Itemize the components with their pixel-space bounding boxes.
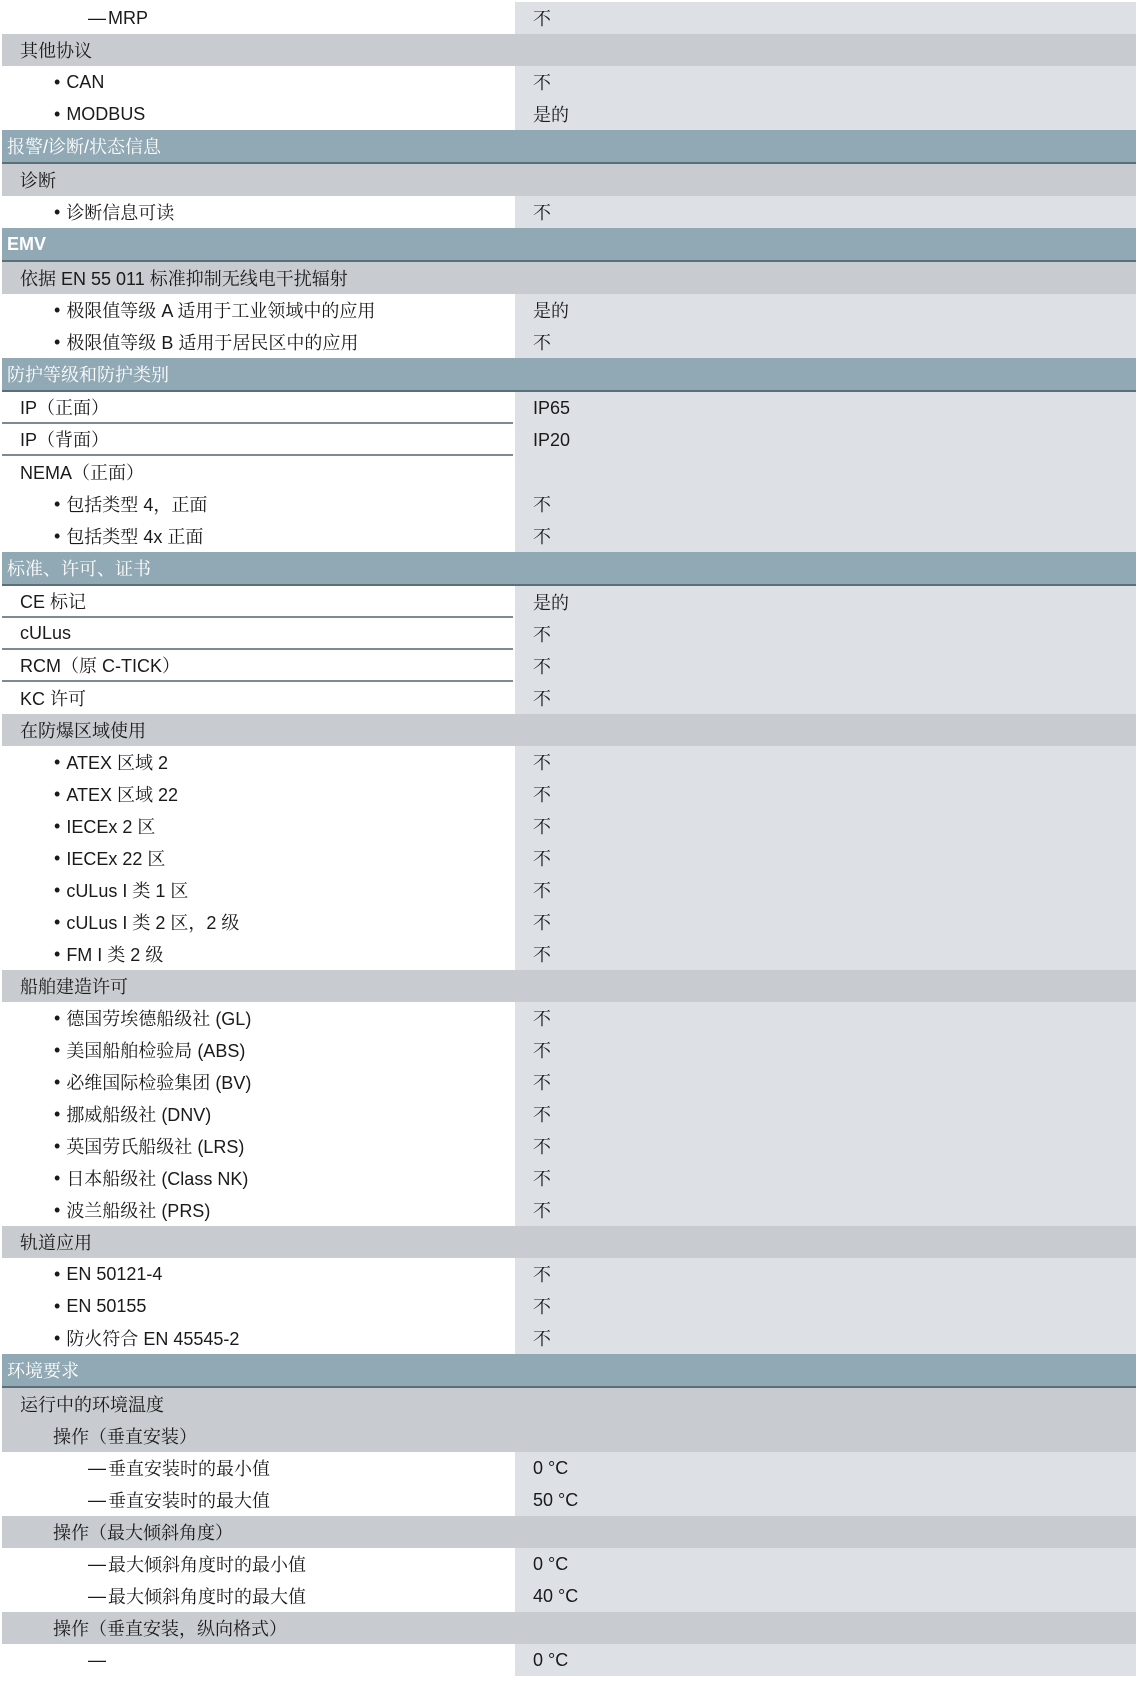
- subsection-value-cell: [515, 1612, 1136, 1644]
- spec-label: [2, 1484, 513, 1516]
- spec-row: [2, 424, 1136, 456]
- spec-row: [2, 98, 1136, 130]
- spec-label: [2, 1194, 513, 1226]
- subsection-value-cell: [515, 1420, 1136, 1452]
- spec-value: 不: [515, 1130, 1136, 1162]
- spec-row: [2, 1484, 1136, 1516]
- spec-label: [2, 392, 513, 424]
- spec-row: [2, 810, 1136, 842]
- spec-label-text: MRP: [108, 7, 148, 28]
- subsection-header: [2, 164, 1136, 196]
- spec-value: 不: [515, 1290, 1136, 1322]
- subsection-value-cell: [515, 1388, 1136, 1420]
- spec-value: IP20: [515, 424, 1136, 456]
- spec-label: [2, 326, 513, 358]
- bullet-marker: [54, 816, 66, 837]
- spec-label: [2, 98, 513, 130]
- subsection-title: 操作（最大倾斜角度）: [53, 1523, 233, 1543]
- spec-row: [2, 1098, 1136, 1130]
- dash-marker: [88, 1554, 108, 1575]
- spec-row: [2, 1548, 1136, 1580]
- spec-row: [2, 650, 1136, 682]
- subsection-value-cell: [515, 1226, 1136, 1258]
- spec-row: [2, 392, 1136, 424]
- spec-row: [2, 1034, 1136, 1066]
- spec-label: [2, 1644, 513, 1676]
- section-title: 防护等级和防护类别: [7, 365, 169, 385]
- spec-label-text: cULus I 类 1 区: [66, 881, 189, 901]
- spec-label: [2, 1002, 513, 1034]
- spec-value: 不: [515, 1066, 1136, 1098]
- subsection-title: 操作（垂直安装）: [53, 1427, 197, 1447]
- subsection-title: 轨道应用: [20, 1233, 92, 1253]
- spec-label: [2, 682, 513, 714]
- bullet-marker: [54, 1008, 66, 1029]
- spec-row: [2, 906, 1136, 938]
- spec-row: [2, 1162, 1136, 1194]
- spec-label-text: KC 许可: [20, 689, 87, 709]
- spec-row: [2, 938, 1136, 970]
- spec-row: [2, 618, 1136, 650]
- spec-value: 不: [515, 650, 1136, 682]
- spec-row: [2, 196, 1136, 228]
- bullet-marker: [54, 1072, 66, 1093]
- spec-value: 不: [515, 842, 1136, 874]
- spec-row: [2, 1066, 1136, 1098]
- spec-label: [2, 1258, 513, 1290]
- subsection-header: [2, 970, 1136, 1002]
- spec-value: 不: [515, 810, 1136, 842]
- spec-label: [2, 586, 513, 618]
- spec-label: [2, 1130, 513, 1162]
- spec-label-text: 诊断信息可读: [66, 203, 175, 223]
- spec-label: [2, 810, 513, 842]
- spec-label: [2, 650, 513, 682]
- spec-label-text: 防火符合 EN 45545-2: [66, 1329, 240, 1349]
- spec-value: 不: [515, 488, 1136, 520]
- spec-value: 不: [515, 618, 1136, 650]
- spec-label-text: IECEx 2 区: [66, 817, 156, 837]
- spec-row: [2, 294, 1136, 326]
- spec-row: [2, 1194, 1136, 1226]
- spec-label: [2, 294, 513, 326]
- spec-value: 不: [515, 66, 1136, 98]
- spec-label-text: EN 50155: [66, 1295, 147, 1316]
- section-title: EMV: [7, 233, 47, 254]
- spec-label-text: cULus I 类 2 区，2 级: [66, 913, 240, 933]
- spec-value: 不: [515, 1258, 1136, 1290]
- spec-row: [2, 842, 1136, 874]
- spec-label-text: 日本船级社 (Class NK): [66, 1169, 249, 1189]
- spec-label: [2, 874, 513, 906]
- section-title: 环境要求: [7, 1361, 79, 1381]
- spec-row: [2, 1258, 1136, 1290]
- spec-label: [2, 1548, 513, 1580]
- subsection-value-cell: [515, 164, 1136, 196]
- spec-label-text: 最大倾斜角度时的最小值: [108, 1555, 306, 1575]
- spec-value: 是的: [515, 294, 1136, 326]
- spec-value: IP65: [515, 392, 1136, 424]
- spec-row: [2, 1580, 1136, 1612]
- spec-row: [2, 778, 1136, 810]
- bullet-marker: [54, 104, 66, 125]
- spec-value: 不: [515, 1162, 1136, 1194]
- spec-row: [2, 746, 1136, 778]
- bullet-marker: [54, 1040, 66, 1061]
- section-header: [2, 1354, 1136, 1388]
- spec-label-text: IECEx 22 区: [66, 849, 166, 869]
- spec-label-text: 美国船舶检验局 (ABS): [66, 1041, 246, 1061]
- section-header: [2, 228, 1136, 262]
- subsection-header: [2, 1516, 1136, 1548]
- subsection-value-cell: [515, 1516, 1136, 1548]
- spec-row: [2, 1130, 1136, 1162]
- dash-marker: [88, 1586, 108, 1607]
- section-header: [2, 358, 1136, 392]
- subsection-header: [2, 1226, 1136, 1258]
- spec-label-text: CE 标记: [20, 592, 87, 612]
- spec-label-text: EN 50121-4: [66, 1263, 163, 1284]
- spec-row: [2, 456, 1136, 488]
- spec-label: [2, 842, 513, 874]
- spec-value: 0 °C: [515, 1452, 1136, 1484]
- spec-table: [2, 2, 1136, 1676]
- spec-label: [2, 66, 513, 98]
- subsection-header: [2, 714, 1136, 746]
- spec-row: [2, 520, 1136, 552]
- spec-value: 不: [515, 1098, 1136, 1130]
- spec-value: 不: [515, 520, 1136, 552]
- bullet-marker: [54, 752, 66, 773]
- spec-label-text: IP（正面）: [20, 398, 110, 418]
- spec-value: 是的: [515, 98, 1136, 130]
- spec-label-text: 必维国际检验集团 (BV): [66, 1073, 252, 1093]
- bullet-marker: [54, 1264, 66, 1285]
- spec-row: [2, 682, 1136, 714]
- bullet-marker: [54, 880, 66, 901]
- spec-label: [2, 906, 513, 938]
- spec-value: 不: [515, 1322, 1136, 1354]
- spec-row: [2, 1322, 1136, 1354]
- spec-label-text: 包括类型 4，正面: [66, 495, 208, 515]
- subsection-header: [2, 1612, 1136, 1644]
- subsection-title: 在防爆区域使用: [20, 721, 146, 741]
- spec-label-text: 最大倾斜角度时的最大值: [108, 1587, 306, 1607]
- spec-label: [2, 2, 513, 34]
- spec-label: [2, 1580, 513, 1612]
- subsection-value-cell: [515, 34, 1136, 66]
- spec-label: [2, 1290, 513, 1322]
- spec-label: [2, 746, 513, 778]
- spec-label: [2, 1452, 513, 1484]
- bullet-marker: [54, 1168, 66, 1189]
- spec-value: 不: [515, 326, 1136, 358]
- spec-label: [2, 520, 513, 552]
- spec-value: 不: [515, 874, 1136, 906]
- spec-label: [2, 778, 513, 810]
- spec-value: 40 °C: [515, 1580, 1136, 1612]
- bullet-marker: [54, 300, 66, 321]
- bullet-marker: [54, 1136, 66, 1157]
- spec-value: 不: [515, 2, 1136, 34]
- spec-label: [2, 938, 513, 970]
- dash-marker: [88, 8, 108, 29]
- spec-label-text: 垂直安装时的最小值: [108, 1459, 270, 1479]
- spec-value: 是的: [515, 586, 1136, 618]
- spec-value: 50 °C: [515, 1484, 1136, 1516]
- spec-label: [2, 1034, 513, 1066]
- spec-row: [2, 2, 1136, 34]
- spec-label: [2, 1066, 513, 1098]
- bullet-marker: [54, 1200, 66, 1221]
- bullet-marker: [54, 784, 66, 805]
- section-title: 报警/诊断/状态信息: [7, 137, 162, 157]
- spec-row: [2, 874, 1136, 906]
- spec-label: [2, 618, 513, 650]
- bullet-marker: [54, 1328, 66, 1349]
- spec-value: 不: [515, 746, 1136, 778]
- spec-label-text: MODBUS: [66, 103, 146, 124]
- subsection-value-cell: [515, 970, 1136, 1002]
- spec-label-text: CAN: [66, 71, 105, 92]
- spec-label-text: 英国劳氏船级社 (LRS): [66, 1137, 245, 1157]
- subsection-value-cell: [515, 714, 1136, 746]
- spec-value: 不: [515, 1034, 1136, 1066]
- spec-label-text: 极限值等级 B 适用于居民区中的应用: [66, 333, 359, 353]
- spec-value: 不: [515, 682, 1136, 714]
- subsection-header: [2, 1420, 1136, 1452]
- spec-value: 不: [515, 1194, 1136, 1226]
- subsection-header: [2, 1388, 1136, 1420]
- spec-row: [2, 1290, 1136, 1322]
- subsection-title: 船舶建造许可: [20, 977, 128, 997]
- section-title: 标准、许可、证书: [7, 559, 151, 579]
- spec-label: [2, 196, 513, 228]
- spec-value: 0 °C: [515, 1644, 1136, 1676]
- spec-row: [2, 1002, 1136, 1034]
- subsection-header: [2, 34, 1136, 66]
- spec-row: [2, 1644, 1136, 1676]
- spec-label-text: 德国劳埃德船级社 (GL): [66, 1009, 252, 1029]
- bullet-marker: [54, 1296, 66, 1317]
- spec-value: 不: [515, 1002, 1136, 1034]
- bullet-marker: [54, 912, 66, 933]
- spec-label: [2, 456, 513, 488]
- dash-marker: [88, 1650, 108, 1671]
- spec-value: 不: [515, 196, 1136, 228]
- spec-value: 不: [515, 778, 1136, 810]
- bullet-marker: [54, 202, 66, 223]
- bullet-marker: [54, 848, 66, 869]
- section-header: [2, 552, 1136, 586]
- subsection-value-cell: [515, 262, 1136, 294]
- spec-row: [2, 326, 1136, 358]
- spec-label-text: 包括类型 4x 正面: [66, 527, 204, 547]
- spec-label-text: RCM（原 C-TICK）: [20, 656, 180, 676]
- spec-value: 0 °C: [515, 1548, 1136, 1580]
- bullet-marker: [54, 332, 66, 353]
- spec-label-text: cULus: [20, 622, 72, 643]
- spec-value: 不: [515, 938, 1136, 970]
- spec-label: [2, 488, 513, 520]
- spec-row: [2, 66, 1136, 98]
- spec-row: [2, 586, 1136, 618]
- spec-label-text: IP（背面）: [20, 430, 110, 450]
- section-header: [2, 130, 1136, 164]
- bullet-marker: [54, 72, 66, 93]
- spec-value: 不: [515, 906, 1136, 938]
- spec-label: [2, 1098, 513, 1130]
- subsection-header: [2, 262, 1136, 294]
- spec-label: [2, 1322, 513, 1354]
- spec-value: [515, 456, 1136, 488]
- subsection-title: 依据 EN 55 011 标准抑制无线电干扰辐射: [20, 269, 348, 289]
- bullet-marker: [54, 494, 66, 515]
- subsection-title: 诊断: [20, 171, 56, 191]
- spec-row: [2, 1452, 1136, 1484]
- spec-label: [2, 424, 513, 456]
- spec-label-text: FM I 类 2 级: [66, 945, 164, 965]
- spec-label-text: ATEX 区域 22: [66, 785, 179, 805]
- bullet-marker: [54, 526, 66, 547]
- spec-label-text: ATEX 区域 2: [66, 753, 169, 773]
- spec-label-text: 波兰船级社 (PRS): [66, 1201, 211, 1221]
- dash-marker: [88, 1490, 108, 1511]
- subsection-title: 其他协议: [20, 41, 92, 61]
- spec-label: [2, 1162, 513, 1194]
- spec-label-text: 挪威船级社 (DNV): [66, 1105, 212, 1125]
- spec-label-text: NEMA（正面）: [20, 463, 145, 483]
- dash-marker: [88, 1458, 108, 1479]
- spec-row: [2, 488, 1136, 520]
- spec-label-text: 垂直安装时的最大值: [108, 1491, 270, 1511]
- subsection-title: 操作（垂直安装，纵向格式）: [53, 1619, 287, 1639]
- subsection-title: 运行中的环境温度: [20, 1395, 164, 1415]
- bullet-marker: [54, 944, 66, 965]
- bullet-marker: [54, 1104, 66, 1125]
- spec-label-text: 极限值等级 A 适用于工业领域中的应用: [66, 301, 376, 321]
